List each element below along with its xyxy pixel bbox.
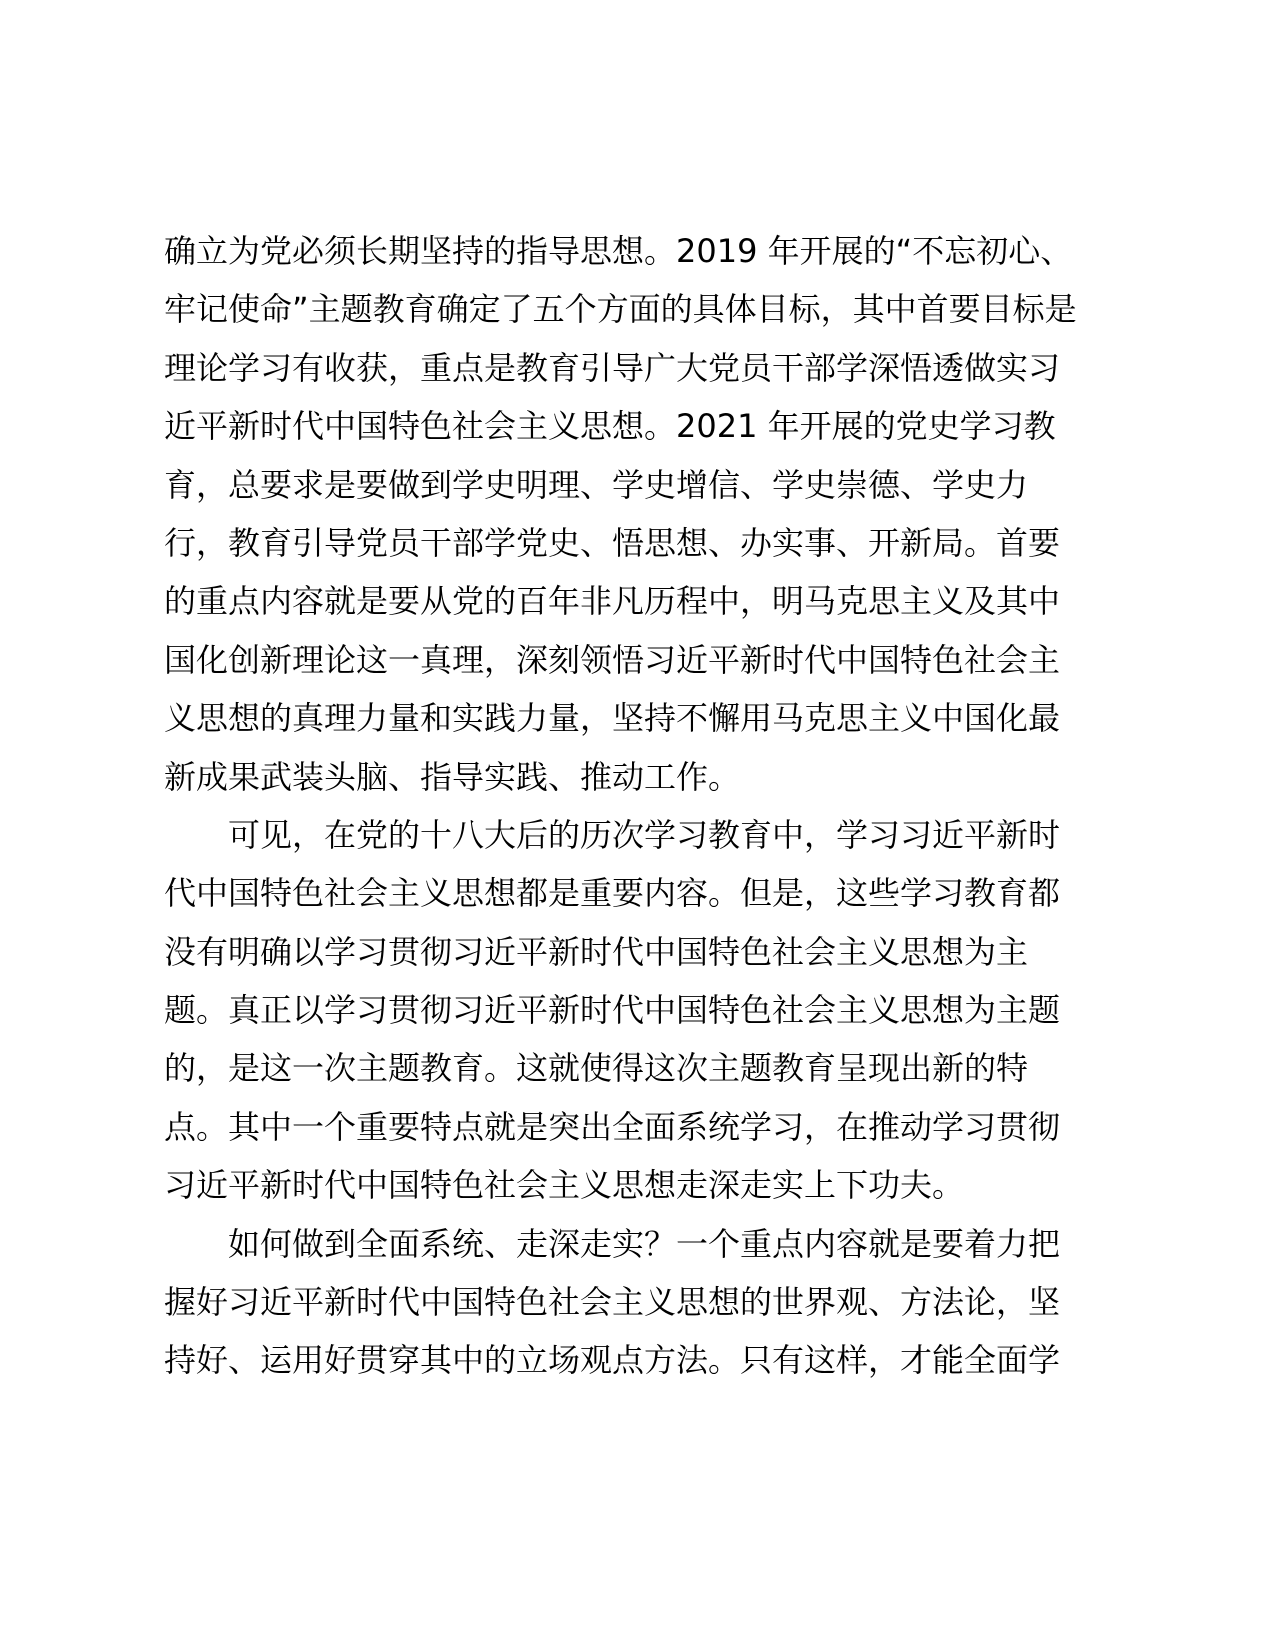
text-line: 习近平新时代中国特色社会主义思想走深走实上下功夫。 (164, 1166, 965, 1205)
text-line: 新成果武装头脑、指导实践、推动工作。 (164, 757, 741, 796)
text-line: 没有明确以学习贯彻习近平新时代中国特色社会主义思想为主 (164, 932, 1029, 971)
text-line: 的重点内容就是要从党的百年非凡历程中，明马克思主义及其中 (164, 582, 1061, 621)
text-line: 理论学习有收获，重点是教育引导广大党员干部学深悟透做实习 (164, 348, 1061, 387)
text-line: 牢记使命”主题教育确定了五个方面的具体目标，其中首要目标是 (164, 290, 1077, 329)
text-line: 点。其中一个重要特点就是突出全面系统学习，在推动学习贯彻 (164, 1107, 1061, 1146)
text-line: 近平新时代中国特色社会主义思想。2021 年开展的党史学习教 (164, 407, 1056, 446)
text-line: 题。真正以学习贯彻习近平新时代中国特色社会主义思想为主题 (164, 991, 1061, 1030)
text-line: 育，总要求是要做到学史明理、学史增信、学史崇德、学史力 (164, 465, 1029, 504)
text-line: 确立为党必须长期坚持的指导思想。2019 年开展的“不忘初心、 (164, 232, 1073, 270)
body-text (164, 222, 1124, 1390)
paragraph-start-line: 如何做到全面系统、走深走实？一个重点内容就是要着力把 (228, 1224, 1061, 1263)
text-line: 代中国特色社会主义思想都是重要内容。但是，这些学习教育都 (164, 874, 1061, 913)
paragraph-start-line: 可见，在党的十八大后的历次学习教育中，学习习近平新时 (228, 815, 1061, 854)
text-line: 国化创新理论这一真理，深刻领悟习近平新时代中国特色社会主 (164, 640, 1061, 679)
text-line: 的，是这一次主题教育。这就使得这次主题教育呈现出新的特 (164, 1049, 1029, 1088)
text-line: 持好、运用好贯穿其中的立场观点方法。只有这样，才能全面学 (164, 1341, 1061, 1380)
text-line: 义思想的真理力量和实践力量，坚持不懈用马克思主义中国化最 (164, 699, 1061, 738)
text-line: 握好习近平新时代中国特色社会主义思想的世界观、方法论，坚 (164, 1283, 1061, 1322)
text-line: 行，教育引导党员干部学党史、悟思想、办实事、开新局。首要 (164, 523, 1061, 562)
